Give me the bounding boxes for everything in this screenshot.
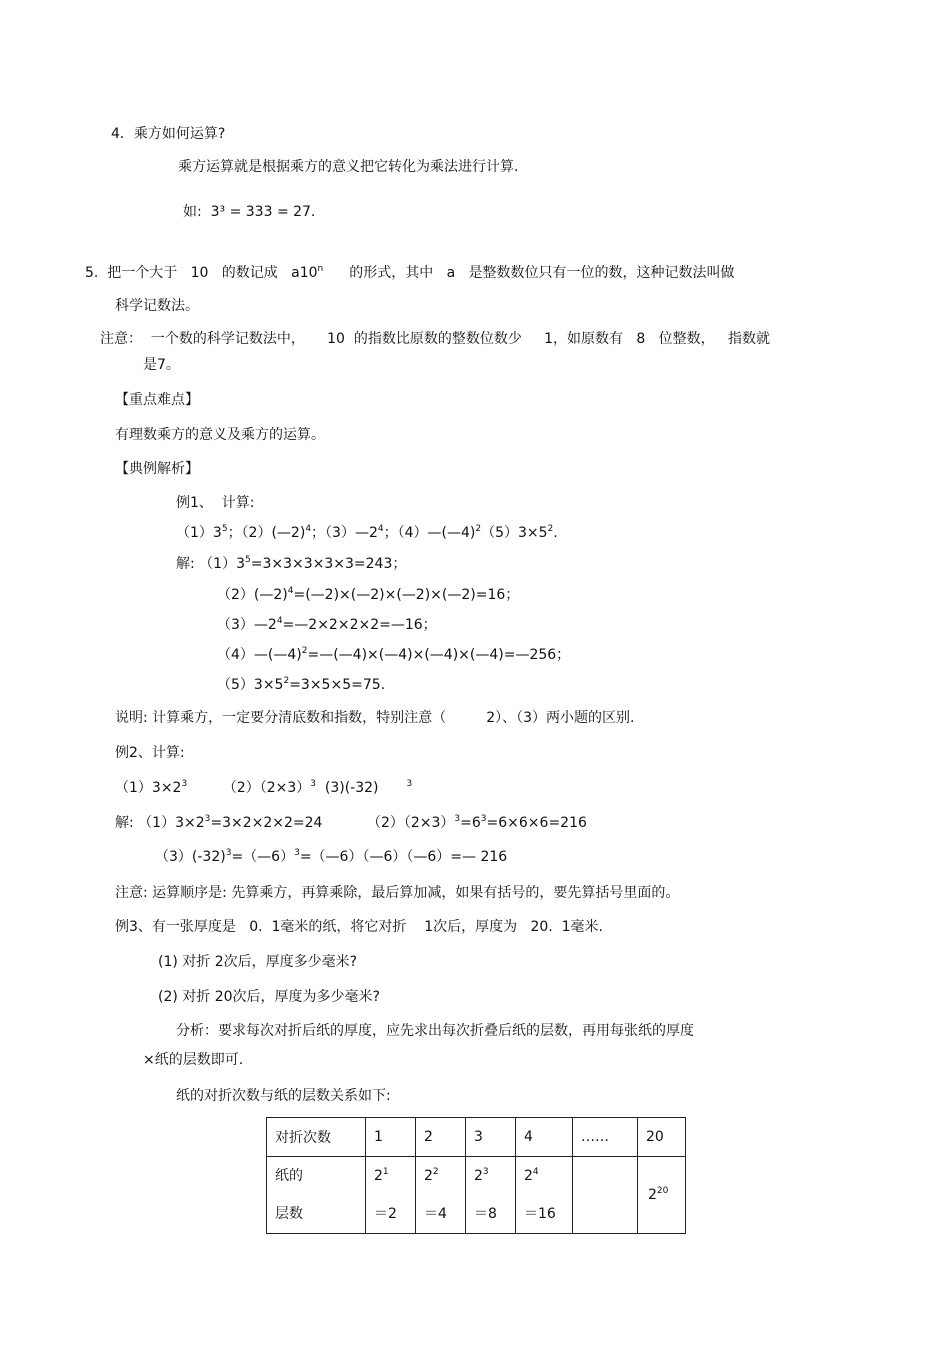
table-header-layers: 纸的 层数 bbox=[267, 1157, 366, 1234]
section-4-example: 如: 3³ = 333 = 27. bbox=[183, 204, 316, 220]
example-3-question-2: (2) 对折 20次后，厚度为多少毫米? bbox=[158, 989, 380, 1005]
section-5-line1: 5. 把一个大于 10 的数记成 a10$^n$ 的形式，其中 a 是整数数位只有一位的数，这种记数法叫做 bbox=[85, 264, 735, 281]
example-2-question: $(1)3\times 2^3$ $(2)(2\times 3)^3$ (3)(-32) $^3$ bbox=[115, 779, 413, 796]
explanation: 说明: 计算乘方，一定要分清底数和指数，特别注意（ 2）、（3）两小题的区别. bbox=[115, 710, 635, 726]
table-header-folds: 对折次数 bbox=[267, 1118, 366, 1157]
examples-header: 【典例解析】 bbox=[115, 461, 199, 477]
section-4-desc: 乘方运算就是根据乘方的意义把它转化为乘法进行计算. bbox=[178, 159, 519, 175]
example-1-solution-5: $(5)3\times 5^2=3\times 5\times 5=75$. bbox=[217, 676, 386, 693]
example-3-title: 例3、有一张厚度是 0. 1毫米的纸，将它对折 1次后，厚度为 20. 1毫米. bbox=[115, 919, 604, 935]
example-1-title: 例1、 计算: bbox=[176, 495, 255, 511]
example-3-question-1: (1) 对折 2次后，厚度多少毫米? bbox=[158, 954, 358, 970]
section-5-line2: 科学记数法。 bbox=[115, 298, 199, 314]
example-1-solution-2: （2）(—2)$^4$=(—2)×(—2)×(—2)×(—2)=16； bbox=[217, 586, 520, 603]
fold-layers-table bbox=[266, 1117, 686, 1234]
exponent-n: n bbox=[317, 264, 324, 274]
table-cell: 4 bbox=[516, 1118, 573, 1157]
key-points-header: 【重点难点】 bbox=[115, 392, 199, 408]
table-cell: 20 bbox=[638, 1118, 686, 1157]
example-1-solution-3: $(3)—2^4=—2\times 2\times 2\times 2=—16$； bbox=[217, 616, 437, 633]
table-cell bbox=[573, 1157, 638, 1234]
example-2-title: 例2、计算: bbox=[115, 745, 185, 761]
table-cell: $2^2$ ＝4 bbox=[416, 1157, 466, 1234]
table-cell: 2 bbox=[416, 1118, 466, 1157]
order-note: 注意: 运算顺序是: 先算乘方，再算乘除，最后算加减，如果有括号的，要先算括号里面的。 bbox=[115, 885, 680, 901]
table-cell: $2^{20}$ bbox=[638, 1157, 686, 1234]
table-cell: $2^1$ ＝2 bbox=[366, 1157, 416, 1234]
table-cell: $2^3$ ＝8 bbox=[466, 1157, 516, 1234]
table-cell: 3 bbox=[466, 1118, 516, 1157]
section-5-note-cont: 是7。 bbox=[143, 357, 180, 373]
section-5-note: 注意： 一个数的科学记数法中， 10 的指数比原数的整数位数少 1，如原数有 8 位整数， 指数就 bbox=[100, 331, 770, 347]
example-1-question: $(1)3^5$；（2）(—2)$^4$；$(3)—2^4$；$(4)—(—4)^2(5)3\times 5^2$. bbox=[176, 524, 558, 541]
example-1-solution-4: （4）—(—4)$^2$=—(—4)×(—4)×(—4)×(—4)=—256； bbox=[217, 646, 571, 663]
example-2-solution-2: $(3)(-32)^3=(—6)^3=(—6)(—6)(—6)=—$ 216 bbox=[155, 848, 508, 865]
table-intro: 纸的对折次数与纸的层数关系如下: bbox=[176, 1088, 391, 1104]
example-3-analysis: 分析：要求每次对折后纸的厚度，应先求出每次折叠后纸的层数，再用每张纸的厚度 bbox=[176, 1023, 694, 1039]
example-2-solution-1: 解: $(1)3\times 2^3=3\times 2\times 2\times 2=24$ $(2)(2\times 3)^3=6^3=6\times 6\times 6=216$ bbox=[115, 814, 587, 831]
key-points-text: 有理数乘方的意义及乘方的运算。 bbox=[115, 427, 325, 443]
example-1-solution-1: 解: $(1)3^5=3\times 3\times 3\times 3\times 3=243$； bbox=[176, 555, 407, 572]
example-3-analysis-cont: ×纸的层数即可. bbox=[143, 1052, 244, 1068]
table-cell: …… bbox=[573, 1118, 638, 1157]
section-4-title: 4．乘方如何运算? bbox=[111, 126, 226, 142]
table-row bbox=[267, 1157, 686, 1234]
table-cell: $2^4$ ＝16 bbox=[516, 1157, 573, 1234]
table-cell: 1 bbox=[366, 1118, 416, 1157]
table-row bbox=[267, 1118, 686, 1157]
